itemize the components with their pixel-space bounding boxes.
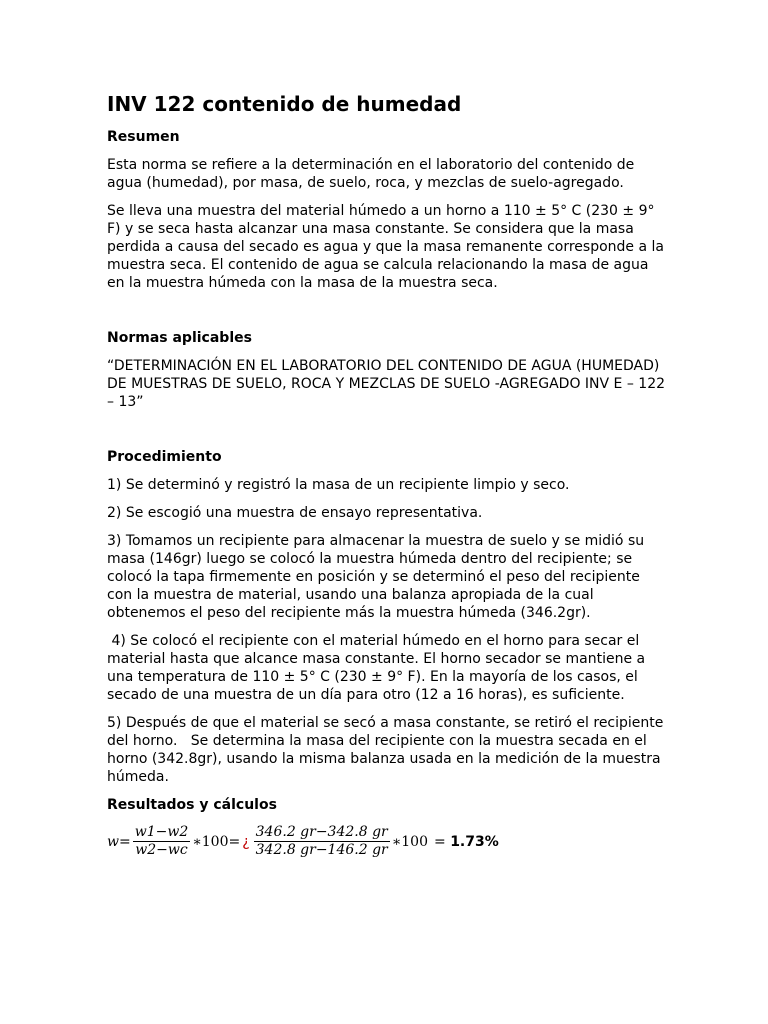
fraction-denominator: w2−wc	[135, 842, 188, 858]
normas-text: “DETERMINACIÓN EN EL LABORATORIO DEL CONTENIDO DE AGUA (HUMEDAD) DE MUESTRAS DE SUELO, ROCA Y MEZCLAS DE SUELO -AGREGADO INV E – 122 – 13”	[107, 358, 666, 410]
result-value: 1.73%	[450, 833, 499, 850]
resumen-paragraph-1: Esta norma se refiere a la determinación en el laboratorio del contenido de agua (humedad), por masa, de suelo, roca, y mezclas de suelo-agregado.	[107, 157, 635, 191]
resumen-paragraph-2: Se lleva una muestra del material húmedo a un horno a 110 ± 5° C (230 ± 9° F) y se seca hasta alcanzar una masa constante. Se considera que la masa perdida a causa del secado es agua y que la masa remanente corresponde a la muestra seca. El contenido de agua se calcula relacionando la masa de agua en la muestra húmeda con la masa de la muestra seca.	[107, 203, 664, 291]
moisture-formula	[107, 824, 667, 859]
result-equals: =	[434, 833, 446, 850]
formula-multiplier: ∗100	[391, 833, 428, 850]
formula-fraction-symbolic	[133, 824, 191, 859]
resumen-heading: Resumen	[107, 129, 180, 145]
fraction-numerator: w1−w2	[134, 824, 189, 840]
procedure-step: 1) Se determinó y registró la masa de un recipiente limpio y seco.	[107, 477, 570, 493]
procedimiento-heading: Procedimiento	[107, 449, 222, 465]
document-title: INV 122 contenido de humedad	[107, 92, 462, 116]
fraction-numerator: 346.2 gr−342.8 gr	[255, 824, 388, 840]
procedure-step: 4) Se colocó el recipiente con el material húmedo en el horno para secar el material hasta que alcance masa constante. El horno secador se mantiene a una temperatura de 110 ± 5° C (230 ± 9° F). En la mayoría de los casos, el secado de una muestra de un día para otro (12 a 16 horas), es suficiente.	[107, 633, 650, 703]
document-page	[107, 92, 667, 859]
procedure-step: 5) Después de que el material se secó a masa constante, se retiró el recipiente del horno. Se determina la masa del recipiente con la muestra secada en el horno (342.8gr), usando la misma balanza usada en la medición de la muestra húmeda.	[107, 715, 668, 785]
procedure-step: 3) Tomamos un recipiente para almacenar la muestra de suelo y se midió su masa (146gr) luego se colocó la muestra húmeda dentro del recipiente; se colocó la tapa firmemente en posición y se determinó el peso del recipiente con la muestra de material, usando una balanza apropiada de la cual obtenemos el peso del recipiente más la muestra húmeda (346.2gr).	[107, 533, 645, 621]
fraction-denominator: 342.8 gr−146.2 gr	[255, 842, 388, 858]
section-spacer	[107, 302, 667, 329]
formula-equals: =	[118, 833, 131, 850]
formula-inverted-question-mark: ¿	[242, 833, 250, 850]
normas-heading: Normas aplicables	[107, 330, 252, 346]
section-spacer	[107, 421, 667, 448]
procedure-step: 2) Se escogió una muestra de ensayo representativa.	[107, 505, 483, 521]
formula-result	[434, 834, 499, 850]
formula-fraction-numeric	[254, 824, 390, 859]
formula-lhs: w	[107, 833, 119, 850]
resultados-heading: Resultados y cálculos	[107, 797, 277, 813]
formula-multiplier: ∗100=	[192, 833, 241, 850]
